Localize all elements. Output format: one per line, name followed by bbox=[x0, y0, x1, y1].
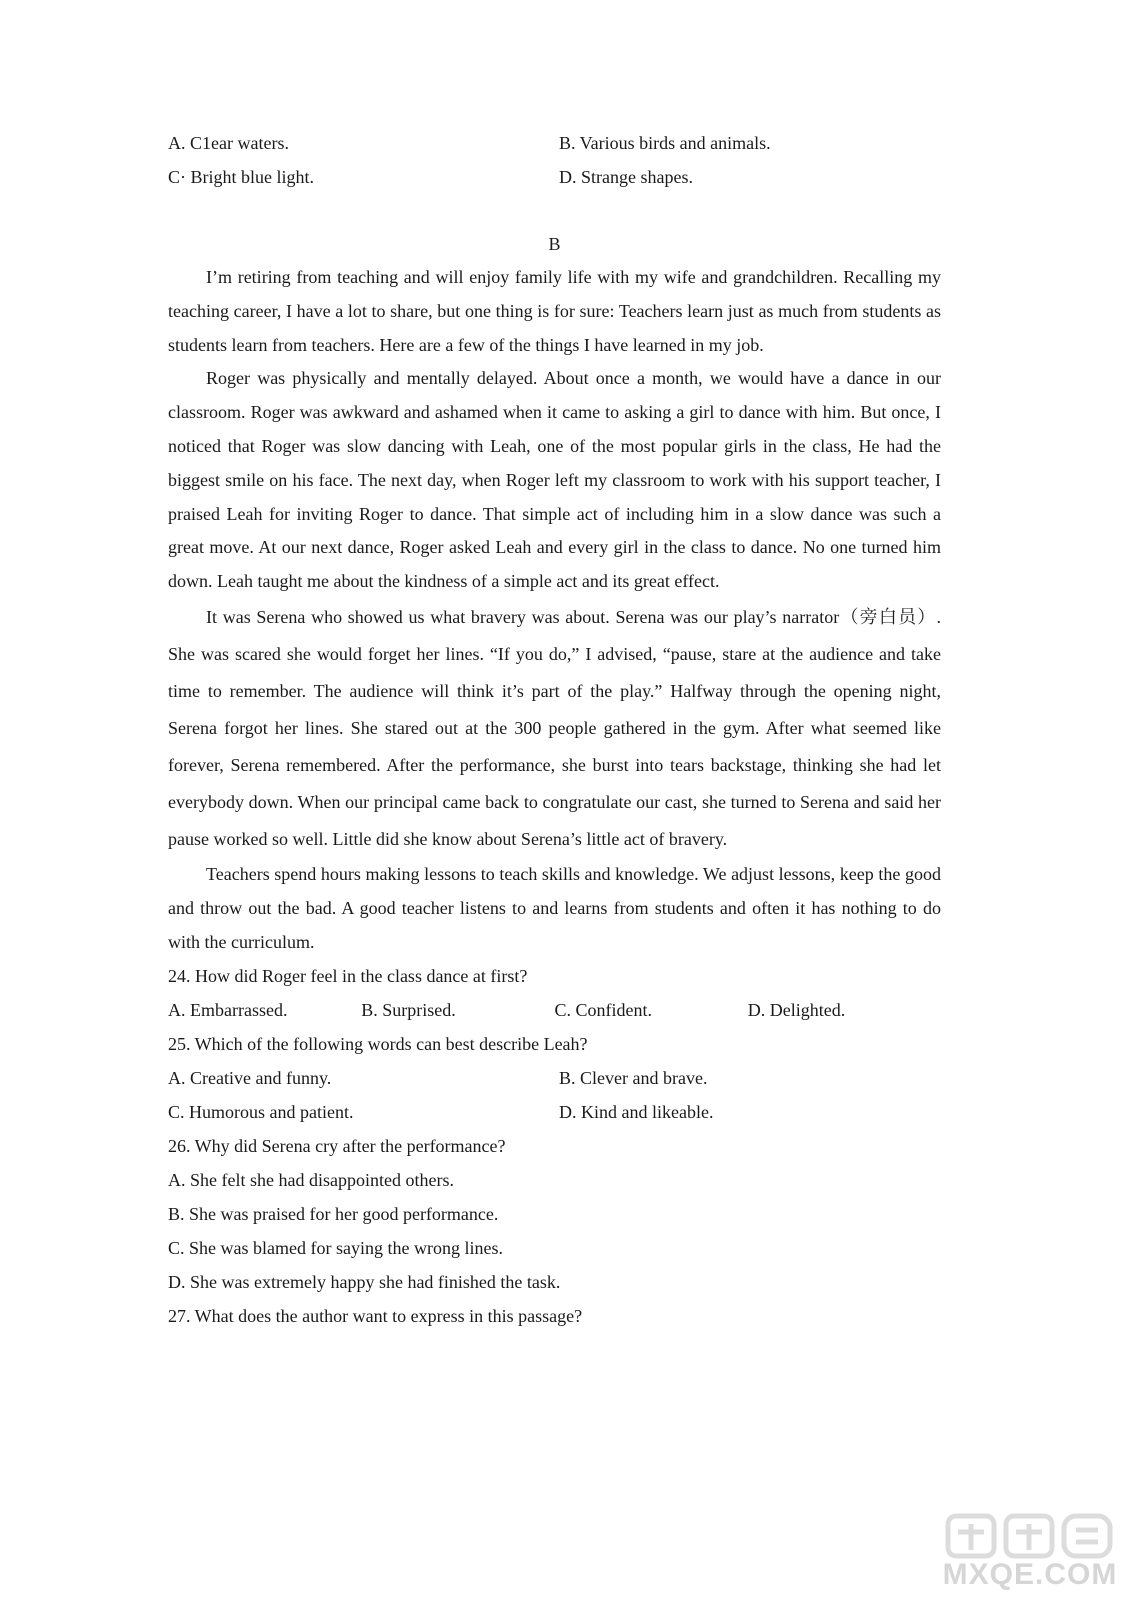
question-24-options bbox=[168, 993, 941, 1027]
question-26: 26. Why did Serena cry after the performance? bbox=[168, 1136, 506, 1157]
passage-paragraph: Teachers spend hours making lessons to teach skills and knowledge. We adjust lessons, keep the good and throw out the bad. A good teacher listens to and learns from students and often it has nothing to do with the curriculum. bbox=[168, 863, 941, 952]
option-d: D. Delighted. bbox=[747, 1000, 846, 1021]
question-27: 27. What does the author want to express in this passage? bbox=[168, 1306, 583, 1327]
option-c: C. She was blamed for saying the wrong lines. bbox=[168, 1238, 503, 1259]
prev-options-row-1 bbox=[168, 126, 941, 160]
question-25: 25. Which of the following words can best describe Leah? bbox=[168, 1034, 588, 1055]
option-c: C. Humorous and patient. bbox=[168, 1102, 354, 1123]
option-a: A. Embarrassed. bbox=[168, 1000, 288, 1021]
question-25-options-row-1 bbox=[168, 1061, 941, 1095]
option-d: D. Kind and likeable. bbox=[559, 1102, 714, 1123]
prev-option-c: C· Bright blue light. bbox=[168, 167, 314, 187]
passage-paragraph: Roger was physically and mentally delayed. About once a month, we would have a dance in our classroom. Roger was awkward and ashamed when it came to asking a girl to dance with him. But once, I noticed that Roger was slow dancing with Leah, one of the most popular girls in the class, He had the biggest smile on his face. The next day, when Roger left my classroom to work with his support teacher, I praised Leah for inviting Roger to dance. That simple act of including him in a slow dance was such a great move. At our next dance, Roger asked Leah and every girl in the class to dance. No one turned him down. Leah taught me about the kindness of a simple act and its great effect. bbox=[168, 368, 941, 592]
question-24: 24. How did Roger feel in the class dance at first? bbox=[168, 966, 528, 987]
prev-option-b: B. Various birds and animals. bbox=[559, 133, 771, 153]
option-b: B. Clever and brave. bbox=[559, 1068, 708, 1089]
section-heading: B bbox=[548, 234, 561, 254]
passage-paragraph: I’m retiring from teaching and will enjoy family life with my wife and grandchildren. Recalling my teaching career, I have a lot to share, but one thing is for sure: Teachers learn just as much from students as students learn from teachers. Here are a few of the things I have learned in my job. bbox=[168, 267, 941, 355]
question-25-options-row-2 bbox=[168, 1095, 941, 1129]
prev-option-d: D. Strange shapes. bbox=[559, 167, 693, 187]
passage-paragraph: It was Serena who showed us what bravery was about. Serena was our play’s narrator（旁白员）. She was scared she would forget her lines. “If you do,” I advised, “pause, stare at the audience and take time to remember. The audience will think it’s part of the play.” Halfway through the opening night, Serena forgot her lines. She stared out at the 300 people gathered in the gym. After what seemed like forever, Serena remembered. After the performance, she burst into tears backstage, thinking she had let everybody down. When our principal came back to congratulate our cast, she turned to Serena and said her pause worked so well. Little did she know about Serena’s little act of bravery. bbox=[168, 606, 941, 849]
option-b: B. Surprised. bbox=[361, 1000, 456, 1021]
exam-page bbox=[168, 126, 941, 1333]
option-a: A. She felt she had disappointed others. bbox=[168, 1170, 454, 1191]
option-b: B. She was praised for her good performance. bbox=[168, 1204, 499, 1225]
option-d: D. She was extremely happy she had finished the task. bbox=[168, 1272, 561, 1293]
option-a: A. Creative and funny. bbox=[168, 1068, 332, 1089]
prev-options-row-2 bbox=[168, 160, 941, 194]
prev-option-a: A. C1ear waters. bbox=[168, 133, 289, 153]
watermark-text: MXQE.COM bbox=[942, 1558, 1118, 1591]
option-c: C. Confident. bbox=[554, 1000, 652, 1021]
